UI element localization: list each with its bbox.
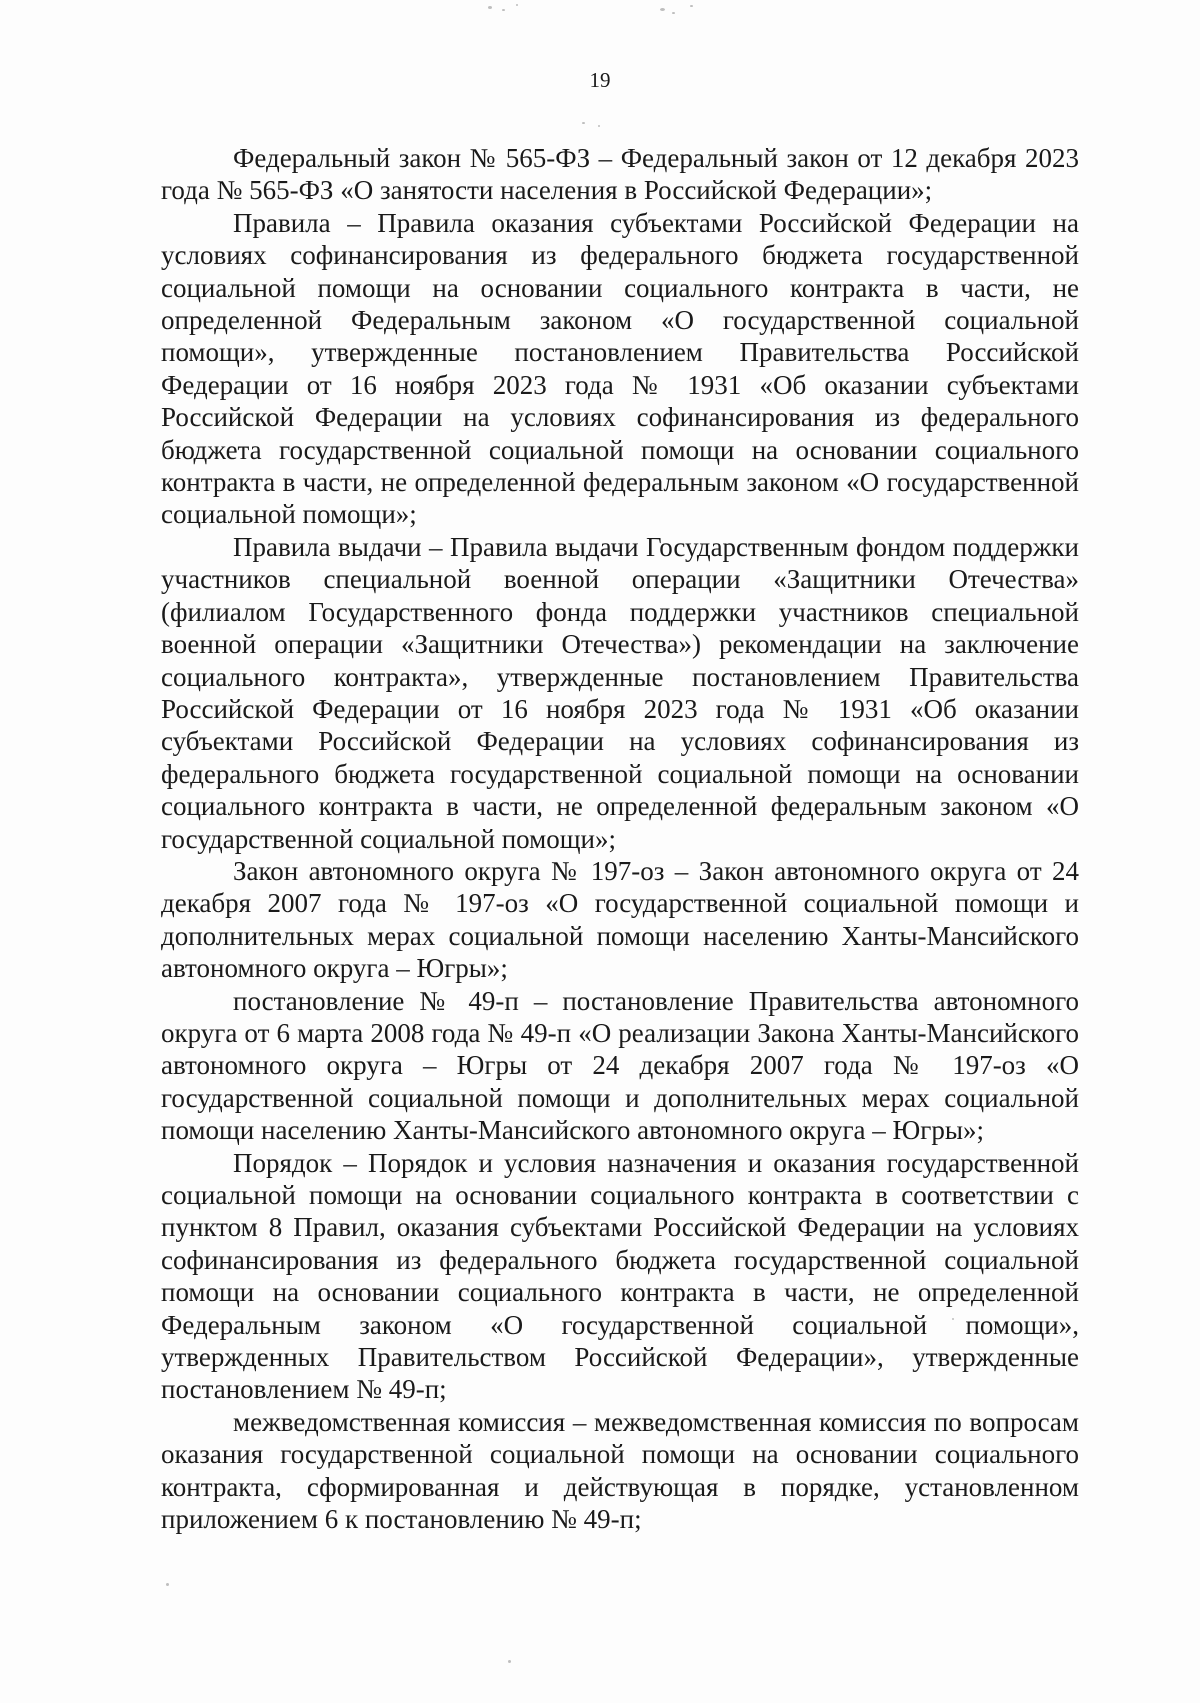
scan-speck — [582, 122, 585, 124]
scan-speck — [166, 1583, 169, 1586]
definition-paragraph: Федеральный закон № 565-ФЗ – Федеральный закон от 12 декабря 2023 года № 565-ФЗ «О занятости населения в Российской Федерации»; — [161, 143, 1079, 206]
scan-speck — [516, 4, 518, 6]
scan-speck — [488, 6, 492, 9]
definition-paragraph: Правила выдачи – Правила выдачи Государственным фондом поддержки участников специальной военной операции «Защитники Отечества» (филиалом Государственного фонда поддержки участников специальной военной операции «Защитники Отечества») рекомендации на заключение социального контракта», утвержденные постановлением Правительства Российской Федерации от 16 ноября 2023 года № 1931 «Об оказании субъектами Российской Федерации на условиях софинансирования из федерального бюджета государственной социальной помощи на основании социального контракта в части, не определенной федеральным законом «О государственной социальной помощи»; — [161, 531, 1079, 854]
scan-speck — [660, 8, 665, 11]
scan-speck — [672, 12, 675, 14]
definition-paragraph: постановление № 49-п – постановление Правительства автономного округа от 6 марта 2008 года № 49-п «О реализации Закона Ханты-Мансийского автономного округа – Югры от 24 декабря 2007 года № 197-оз «О государственной социальной помощи и дополнительных мерах социальной помощи населению Ханты-Мансийского автономного округа – Югры»; — [161, 985, 1079, 1146]
scan-speck — [508, 1660, 511, 1663]
page-number: 19 — [589, 68, 611, 92]
definition-paragraph: Порядок – Порядок и условия назначения и оказания государственной социальной помощи на основании социального контракта в соответствии с пунктом 8 Правил, оказания субъектами Российской Федерации на условиях софинансирования из федерального бюджета государственной социальной помощи на основании социального контракта в части, не определенной Федеральным законом «О государственной социальной помощи», утвержденных Правительством Российской Федерации», утвержденные постановлением № 49-п; — [161, 1147, 1079, 1405]
scan-speck — [690, 5, 693, 7]
document-body — [161, 142, 1079, 1535]
definition-paragraph: межведомственная комиссия – межведомственная комиссия по вопросам оказания государственной социальной помощи на основании социального контракта, сформированная и действующая в порядке, установленном приложением 6 к постановлению № 49-п; — [161, 1406, 1079, 1535]
definition-paragraph: Правила – Правила оказания субъектами Российской Федерации на условиях софинансирования из федерального бюджета государственной социальной помощи на основании социального контракта в части, не определенной Федеральным законом «О государственной социальной помощи», утвержденные постановлением Правительства Российской Федерации от 16 ноября 2023 года № 1931 «Об оказании субъектами Российской Федерации на условиях софинансирования из федерального бюджета государственной социальной помощи на основании социального контракта в части, не определенной федеральным законом «О государственной социальной помощи»; — [161, 207, 1079, 530]
definition-paragraph: Закон автономного округа № 197-оз – Закон автономного округа от 24 декабря 2007 года № 197-оз «О государственной социальной помощи и дополнительных мерах социальной помощи населению Ханты-Мансийского автономного округа – Югры»; — [161, 855, 1079, 984]
scan-speck — [598, 125, 600, 127]
scan-speck — [502, 9, 505, 11]
